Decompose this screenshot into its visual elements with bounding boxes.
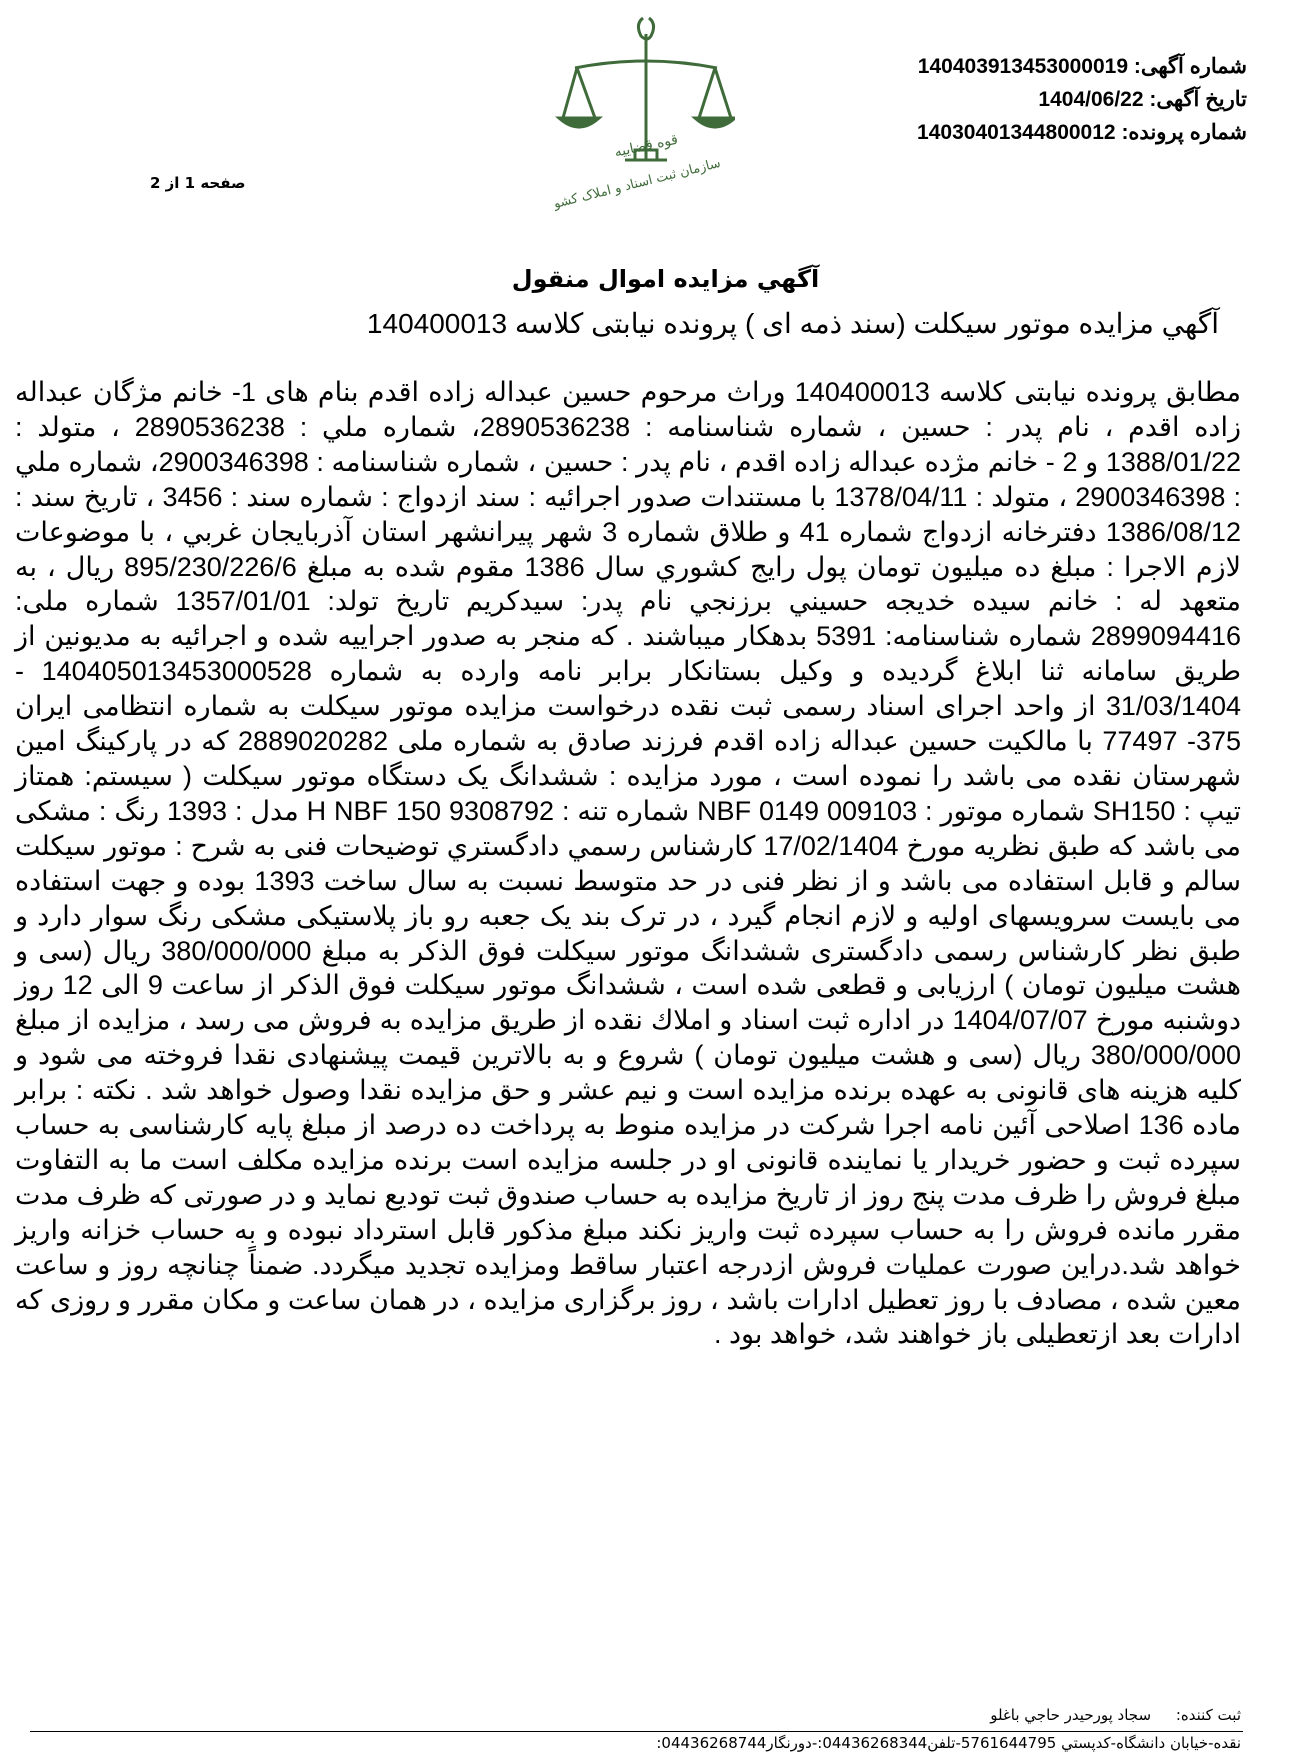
logo-line-1: قوه قضاییه (612, 131, 680, 161)
notice-meta (917, 50, 1247, 149)
case-number-row (917, 116, 1247, 149)
footer-divider (30, 1731, 1243, 1732)
scales-emblem-icon (555, 10, 735, 220)
notice-title: آگهي مزايده اموال منقول (511, 265, 820, 293)
notice-subtitle: آگهي مزايده موتور سيكلت (سند ذمه اى ) پرونده نيابتى كلاسه 140400013 (366, 308, 1219, 339)
notice-date-row (917, 83, 1247, 116)
notice-number-label: شماره آگهی: (1133, 55, 1247, 78)
judiciary-logo (555, 10, 735, 220)
logo-line-2: سازمان ثبت اسناد و املاک کشور (555, 155, 723, 214)
registrar (990, 1706, 1241, 1724)
notice-body: مطابق پرونده نيابتى كلاسه 140400013 وراث مرحوم حسين عبداله زاده اقدم بنام هاى 1- خانم مژگان عبداله زاده اقدم ، نام پدر : حسين ، شماره شناسنامه : 2890536238، شماره ملي : 2890536238 ، متولد : 1388/01/22 و 2 - خانم مژده عبداله زاده اقدم ، نام پدر : حسين ، شماره شناسنامه : 2900346398، شماره ملي : 2900346398 ، متولد : 1378/04/11 با مستندات صدور اجرائيه : سند ازدواج : شماره سند : 3456 ، تاريخ سند : 1386/08/12 دفترخانه ازدواج شماره 41 و طلاق شماره 3 شهر پيرانشهر استان آذربايجان غربي ، با موضوعات لازم الاجرا : مبلغ ده ميليون تومان پول رايج كشوري سال 1386 مقوم شده به مبلغ 895/230/226/6 ريال ، به متعهد له : خانم سيده خديجه حسيني برزنجي نام پدر: سيدكريم تاريخ تولد: 1357/01/01 شماره ملی: 2899094416 شماره شناسنامه: 5391 بدهكار ميباشند . كه منجر به صدور اجراييه شده و اجرائيه به مديونين از طريق سامانه ثنا ابلاغ گرديده و وكيل بستانكار برابر نامه وارده به شماره 140405013453000528 - 31/03/1404 از واحد اجراى اسناد رسمى ثبت نقده درخواست مزايده موتور سيكلت به شماره انتظامى ايران 375- 77497 با مالكيت حسين عبداله زاده اقدم فرزند صادق به شماره ملى 2889020282 كه در پاركينگ امين شهرستان نقده مى باشد را نموده است ، مورد مزايده : ششدانگ يک دستگاه موتور سيكلت ( سيستم: همتاز تيپ : SH150 شماره موتور : NBF 0149 009103 شماره تنه : H NBF 150 9308792 مدل : 1393 رنگ : مشكى مى باشد كه طبق نظريه مورخ 17/02/1404 كارشناس رسمي دادگستري توضيحات فنى به شرح : موتور سيكلت سالم و قابل استفاده مى باشد و از نظر فنى در حد متوسط نسبت به سال ساخت 1393 بوده و جهت استفاده مى بايست سرويسهاى اوليه و لازم انجام گيرد ، در ترک بند يک جعبه رو باز پلاستيكى مشكى رنگ سوار دارد و طبق نظر كارشناس رسمى دادگسترى ششدانگ موتور سيكلت فوق الذكر به مبلغ 380/000/000 ريال (سى و هشت ميليون تومان ) ارزيابى و قطعى شده است ، ششدانگ موتور سيكلت فوق الذكر از ساعت 9 الى 12 روز دوشنبه مورخ 1404/07/07 در اداره ثبت اسناد و املاك نقده از طريق مزايده به فروش مى رسد ، مزايده از مبلغ 380/000/000 ريال (سى و هشت ميليون تومان ) شروع و به بالاترين قيمت پيشنهادى نقدا فروخته مى شود و كليه هزينه هاى قانونى به عهده برنده مزايده است و نيم عشر و حق مزايده نقدا وصول خواهد شد . نكته : برابر ماده 136 اصلاحى آئين نامه اجرا شركت در مزايده منوط به پرداخت ده درصد از مبلغ پايه كارشناسى به حساب سپرده ثبت و حضور خريدار يا نماينده قانونى او در جلسه مزايده است برنده مزايده مكلف است ما به التفاوت مبلغ فروش را ظرف مدت پنج روز از تاريخ مزايده به حساب صندوق ثبت توديع نمايد و در صورتى كه ظرف مدت مقرر مانده فروش را به حساب سپرده ثبت واريز نكند مبلغ مذكور قابل استرداد نبوده و به حساب خزانه واريز خواهد شد.دراين صورت عمليات فروش ازدرجه اعتبار ساقط ومزايده تجديد ميگردد. ضمناً چنانچه روز و ساعت معين شده ، مصادف با روز تعطيل ادارات باشد ، روز برگزارى مزايده ، در همان ساعت و مكان مقرر و روزى كه ادارات بعد ازتعطيلى باز خواهند شد، خواهد بود . (15, 377, 1242, 1350)
office-address: نقده-خيابان دانشگاه-كدپستي 5761644795-تلفن04436268344:-دورنگار04436268744: (656, 1734, 1241, 1752)
registrar-label: ثبت كننده: (1175, 1706, 1241, 1724)
registrar-name: سجاد پورحيدر حاجي باغلو (990, 1706, 1152, 1724)
page-info: صفحه 1 از 2 (150, 174, 246, 192)
notice-number: 140403913453000019 (917, 55, 1129, 78)
case-number: 14030401344800012 (917, 121, 1116, 144)
notice-date: 1404/06/22 (1038, 88, 1144, 111)
notice-number-row (917, 50, 1247, 83)
case-number-label: شماره پرونده: (1121, 121, 1247, 144)
notice-date-label: تاریخ آگهی: (1149, 88, 1247, 111)
